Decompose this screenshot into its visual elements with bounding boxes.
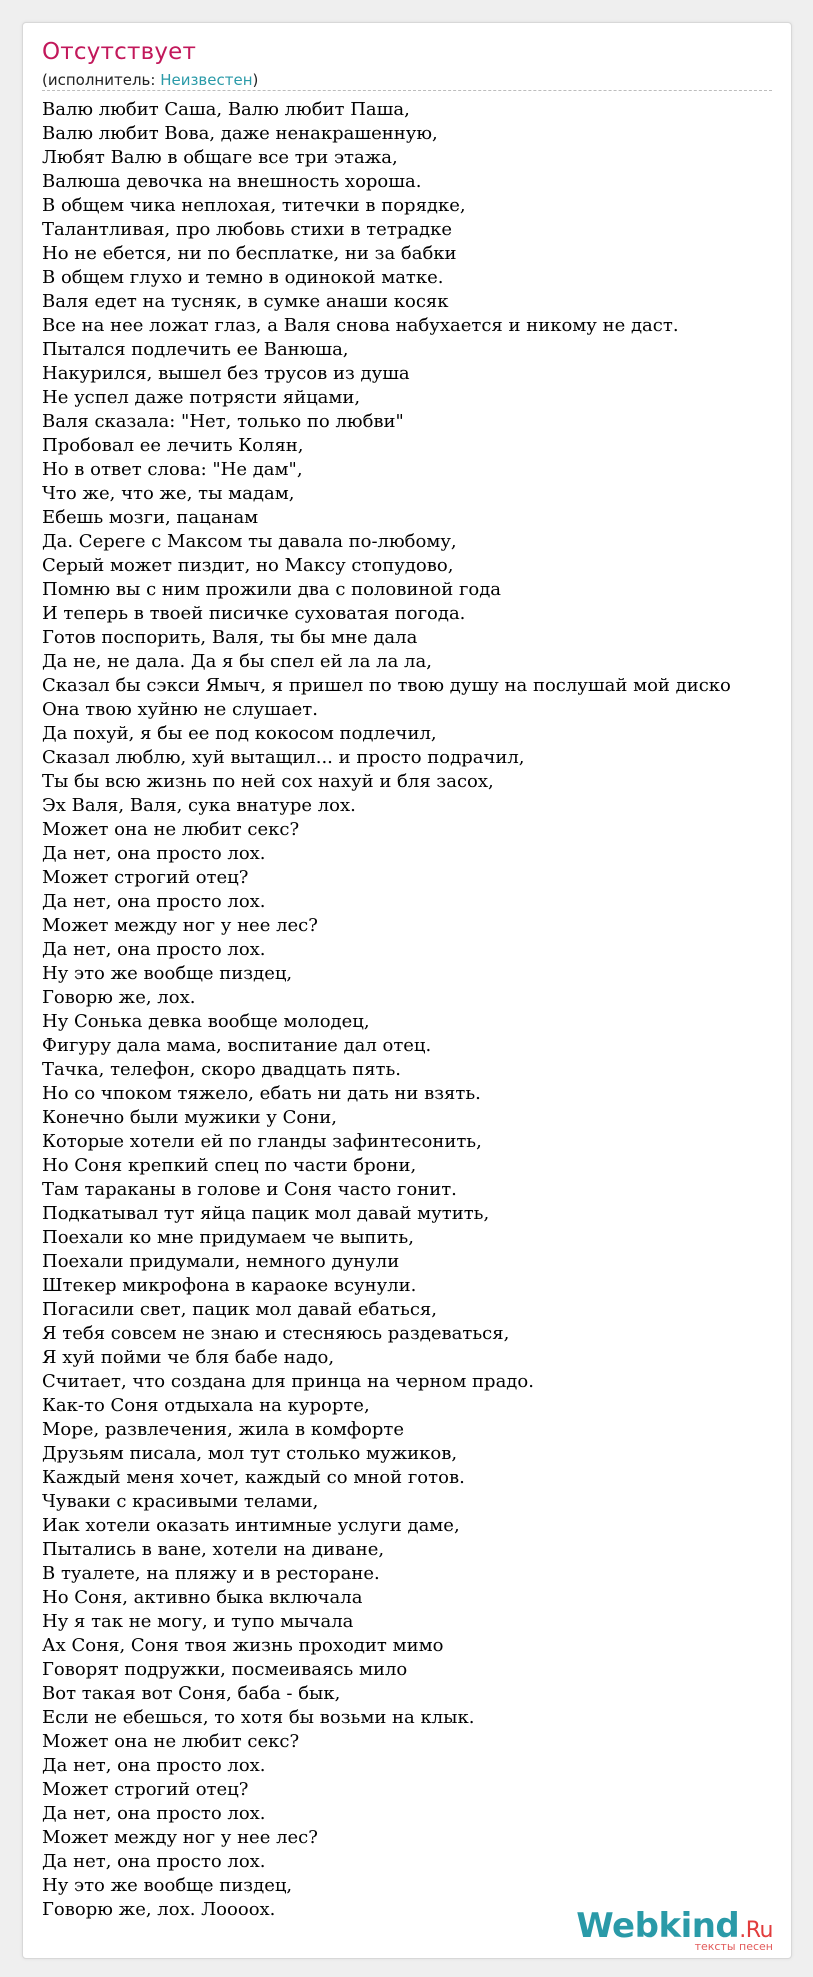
- lyric-line: Любят Валю в общаге все три этажа,: [42, 147, 398, 168]
- lyric-line: Валя едет на тусняк, в сумке анаши косяк: [42, 291, 449, 312]
- lyric-line: Ну я так не могу, и тупо мычала: [42, 1611, 354, 1632]
- lyric-line: Ах Соня, Соня твоя жизнь проходит мимо: [42, 1635, 444, 1656]
- lyric-line: Помню вы с ним прожили два с половиной года: [42, 579, 502, 600]
- lyric-line: Каждый меня хочет, каждый со мной готов.: [42, 1467, 465, 1488]
- lyric-line: Говорю же, лох.: [42, 987, 196, 1008]
- lyric-line: Может она не любит секс?: [42, 819, 300, 840]
- artist-suffix: ): [252, 71, 259, 89]
- lyric-line: Валя сказала: "Нет, только по любви": [42, 411, 404, 432]
- song-card: [22, 22, 792, 1959]
- lyric-line: Сказал бы сэкси Ямыч, я пришел по твою душу на послушай мой диско: [42, 675, 731, 696]
- lyric-line: Пытался подлечить ее Ванюша,: [42, 339, 349, 360]
- webkind-logo[interactable]: [576, 1906, 783, 1953]
- lyric-line: Как-то Соня отдыхала на курорте,: [42, 1395, 370, 1416]
- lyric-line: Там тараканы в голове и Соня часто гонит.: [42, 1179, 457, 1200]
- lyric-line: Но Соня, активно быка включала: [42, 1587, 363, 1608]
- lyric-line: Чуваки с красивыми телами,: [42, 1491, 319, 1512]
- lyric-line: Но не ебется, ни по бесплатке, ни за бабки: [42, 243, 457, 264]
- artist-line: [42, 71, 258, 89]
- lyric-line: Да нет, она просто лох.: [42, 891, 266, 912]
- lyric-line: Вот такая вот Соня, баба - бык,: [42, 1683, 341, 1704]
- lyric-line: Ну это же вообще пиздец,: [42, 963, 293, 984]
- lyric-line: Эх Валя, Валя, сука внатуре лох.: [42, 795, 356, 816]
- lyric-line: Пробовал ее лечить Колян,: [42, 435, 304, 456]
- lyric-line: И теперь в твоей писичке суховатая погода.: [42, 603, 466, 624]
- lyric-line: Но со чпоком тяжело, ебать ни дать ни взять.: [42, 1083, 481, 1104]
- lyric-line: Конечно были мужики у Сони,: [42, 1107, 337, 1128]
- artist-prefix: (исполнитель:: [42, 71, 161, 89]
- lyric-line: Да нет, она просто лох.: [42, 843, 266, 864]
- logo-tagline: тексты песен: [694, 1940, 773, 1953]
- lyric-line: Валю любит Вова, даже ненакрашенную,: [42, 123, 438, 144]
- lyric-line: Поехали ко мне придумаем че выпить,: [42, 1227, 414, 1248]
- lyric-line: Готов поспорить, Валя, ты бы мне дала: [42, 627, 418, 648]
- lyric-line: Может строгий отец?: [42, 867, 249, 888]
- lyric-line: Я хуй пойми че бля бабе надо,: [42, 1347, 335, 1368]
- lyric-line: Поехали придумали, немного дунули: [42, 1251, 400, 1272]
- lyric-line: Штекер микрофона в караоке всунули.: [42, 1275, 417, 1296]
- lyric-line: Да нет, она просто лох.: [42, 1851, 266, 1872]
- lyric-line: Говорят подружки, посмеиваясь мило: [42, 1659, 408, 1680]
- lyric-line: Ну это же вообще пиздец,: [42, 1875, 293, 1896]
- lyric-line: Сказал люблю, хуй вытащил... и просто подрачил,: [42, 747, 525, 768]
- lyric-line: Все на нее ложат глаз, а Валя снова набухается и никому не даст.: [42, 315, 679, 336]
- lyric-line: Тачка, телефон, скоро двадцать пять.: [42, 1059, 402, 1080]
- lyric-line: Ты бы всю жизнь по ней сох нахуй и бля засох,: [42, 771, 494, 792]
- lyric-line: Что же, что же, ты мадам,: [42, 483, 295, 504]
- lyric-line: Если не ебешься, то хотя бы возьми на клык.: [42, 1707, 475, 1728]
- lyric-line: Я тебя совсем не знаю и стесняюсь раздеваться,: [42, 1323, 510, 1344]
- lyric-line: Не успел даже потрясти яйцами,: [42, 387, 361, 408]
- lyric-line: Серый может пиздит, но Максу стопудово,: [42, 555, 454, 576]
- lyric-line: Море, развлечения, жила в комфорте: [42, 1419, 404, 1440]
- song-title: Отсутствует: [42, 39, 197, 65]
- lyric-line: Ебешь мозги, пацанам: [42, 507, 259, 528]
- artist-link[interactable]: Неизвестен: [160, 71, 253, 89]
- lyric-line: Валюша девочка на внешность хороша.: [42, 171, 422, 192]
- lyric-line: Пытались в ване, хотели на диване,: [42, 1539, 385, 1560]
- lyric-line: Да нет, она просто лох.: [42, 1803, 266, 1824]
- lyric-line: Может между ног у нее лес?: [42, 915, 318, 936]
- lyric-line: Да нет, она просто лох.: [42, 939, 266, 960]
- lyric-line: Да. Сереге с Максом ты давала по-любому,: [42, 531, 457, 552]
- lyric-line: В общем глухо и темно в одинокой матке.: [42, 267, 444, 288]
- logo-main-text: Webkind: [576, 1906, 740, 1946]
- lyric-line: Но Соня крепкий спец по части брони,: [42, 1155, 417, 1176]
- lyric-line: Накурился, вышел без трусов из душа: [42, 363, 410, 384]
- title-divider: [42, 90, 772, 91]
- lyric-line: Она твою хуйню не слушает.: [42, 699, 318, 720]
- lyric-line: Может строгий отец?: [42, 1779, 249, 1800]
- lyric-line: Может между ног у нее лес?: [42, 1827, 318, 1848]
- lyric-line: В общем чика неплохая, титечки в порядке,: [42, 195, 466, 216]
- lyric-line: Да нет, она просто лох.: [42, 1755, 266, 1776]
- lyric-line: Может она не любит секс?: [42, 1731, 300, 1752]
- lyric-line: Талантливая, про любовь стихи в тетрадке: [42, 219, 453, 240]
- lyric-line: Считает, что создана для принца на черном прадо.: [42, 1371, 534, 1392]
- lyric-line: Погасили свет, пацик мол давай ебаться,: [42, 1299, 437, 1320]
- lyric-line: Говорю же, лох. Лоооох.: [42, 1899, 276, 1920]
- lyric-line: Которые хотели ей по гланды зафинтесонить,: [42, 1131, 482, 1152]
- lyric-line: Да похуй, я бы ее под кокосом подлечил,: [42, 723, 437, 744]
- lyric-line: Фигуру дала мама, воспитание дал отец.: [42, 1035, 432, 1056]
- logo-tld: .Ru: [739, 1918, 773, 1943]
- lyric-line: Но в ответ слова: "Не дам",: [42, 459, 303, 480]
- lyric-line: Друзьям писала, мол тут столько мужиков,: [42, 1443, 458, 1464]
- lyrics-text: [42, 98, 792, 1922]
- lyric-line: Да не, не дала. Да я бы спел ей ла ла ла,: [42, 651, 432, 672]
- lyric-line: Ну Сонька девка вообще молодец,: [42, 1011, 370, 1032]
- lyric-line: Подкатывал тут яйца пацик мол давай мутить,: [42, 1203, 490, 1224]
- lyric-line: Иак хотели оказать интимные услуги даме,: [42, 1515, 460, 1536]
- lyric-line: Валю любит Саша, Валю любит Паша,: [42, 99, 410, 120]
- lyric-line: В туалете, на пляжу и в ресторане.: [42, 1563, 380, 1584]
